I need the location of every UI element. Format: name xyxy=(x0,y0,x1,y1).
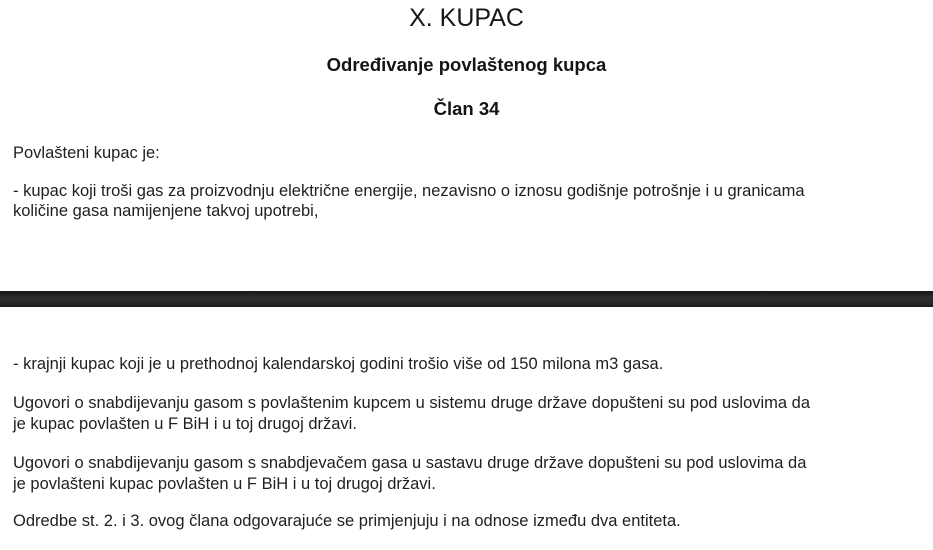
dark-divider-band xyxy=(0,291,933,307)
paragraph-contracts-supplier-line1: Ugovori o snabdijevanju gasom s snabdjevačem gasa u sastavu druge države dopušteni su pod uslovima da xyxy=(13,454,807,472)
paragraph-contracts-customer-line2: je kupac povlašten u F BiH i u toj drugoj državi. xyxy=(13,415,357,433)
chapter-title: X. KUPAC xyxy=(409,4,524,32)
paragraph-contracts-customer-line1: Ugovori o snabdijevanju gasom s povlaštenim kupcem u sistemu druge države dopušteni su pod uslovima da xyxy=(13,394,811,412)
paragraph-item-large-consumer: - krajnji kupac koji je u prethodnoj kalendarskoj godini trošio više od 150 milona m3 gasa. xyxy=(13,355,664,373)
paragraph-item-electricity-line1: - kupac koji troši gas za proizvodnju električne energije, nezavisno o iznosu godišnje potrošnje i u granicama xyxy=(13,182,805,200)
paragraph-item-electricity-line2: količine gasa namijenjene takvoj upotrebi, xyxy=(13,202,319,220)
paragraph-entities-provision: Odredbe st. 2. i 3. ovog člana odgovarajuće se primjenjuju i na odnose između dva entiteta. xyxy=(13,512,681,530)
paragraph-intro: Povlašteni kupac je: xyxy=(13,144,160,162)
paragraph-contracts-supplier-line2: je povlašteni kupac povlašten u F BiH i u toj drugoj državi. xyxy=(13,475,436,493)
article-heading: Član 34 xyxy=(433,98,500,119)
section-subtitle: Određivanje povlaštenog kupca xyxy=(326,54,607,75)
